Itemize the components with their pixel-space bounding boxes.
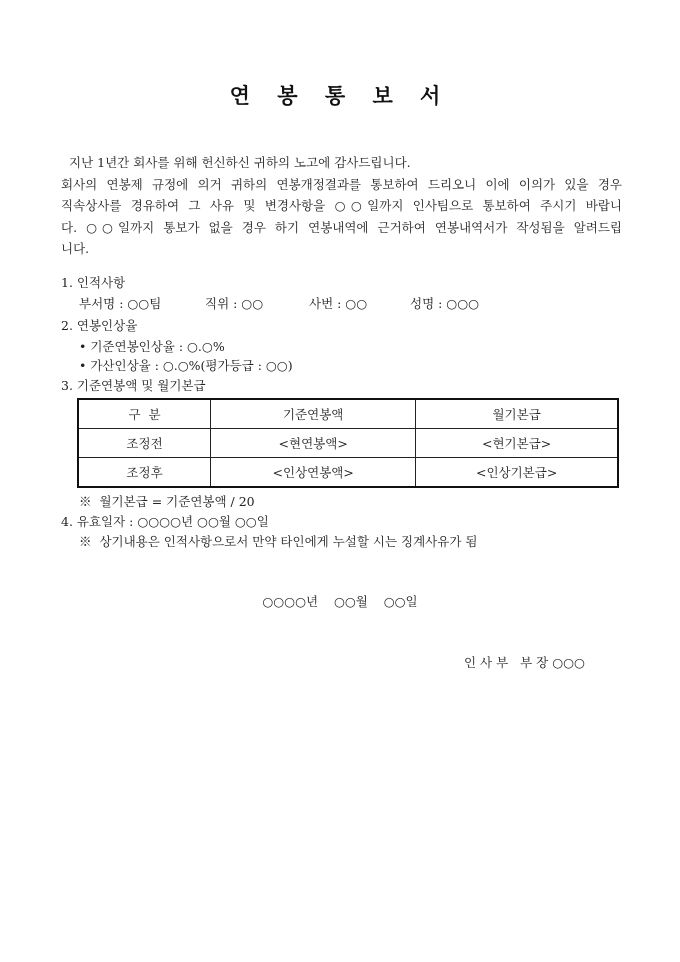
- intro-paragraph: [61, 152, 622, 260]
- table-row: [78, 429, 618, 458]
- header-cell: 구 분: [78, 399, 211, 429]
- document-title: 연 봉 통 보 서: [229, 83, 451, 108]
- intro-line: 지난 1년간 회사를 위해 헌신하신 귀하의 노고에 감사드립니다.: [69, 155, 411, 170]
- table-cell: 조정후: [78, 458, 211, 488]
- table-cell: <인상연봉액>: [211, 458, 416, 488]
- intro-line: 회사의 연봉제 규정에 의거 귀하의 연봉개정결과를 통보하여 드리오니 이에 이의가 있을 경우: [61, 176, 622, 192]
- table-cell: <현연봉액>: [211, 429, 416, 458]
- intro-line: 다. ○○일까지 통보가 없을 경우 하기 연봉내역에 근거하여 연봉내역서가 작성됨을 알려드립: [61, 219, 622, 235]
- intro-line: 직속상사를 경유하여 그 사유 및 변경사항을 ○○일까지 인사팀으로 통보하여 주시기 바랍니: [61, 198, 622, 213]
- table-header-row: [78, 399, 618, 429]
- employee-number-field: 사번 : ○○: [309, 296, 368, 311]
- signature-line: 인 사 부 부 장 ○○○: [464, 655, 585, 670]
- table-cell: <현기본급>: [416, 429, 618, 458]
- header-cell: 월기본급: [416, 399, 618, 429]
- confidentiality-note: ※ 상기내용은 인적사항으로서 만약 타인에게 누설할 시는 징계사유가 됨: [79, 534, 478, 549]
- name-field: 성명 : ○○○: [410, 296, 480, 311]
- section-3-heading: 3. 기준연봉액 및 월기본급: [61, 378, 206, 393]
- section-2-heading: 2. 연봉인상율: [61, 318, 138, 333]
- department-field: 부서명 : ○○팀: [79, 296, 162, 311]
- header-cell: 기준연봉액: [211, 399, 416, 429]
- document-date: ○○○○년 ○○월 ○○일: [262, 594, 418, 609]
- intro-line: 니다.: [61, 241, 90, 256]
- base-raise-rate: • 기준연봉인상율 : ○.○%: [79, 339, 225, 354]
- section-4-heading: 4. 유효일자 : ○○○○년 ○○월 ○○일: [61, 514, 269, 529]
- section-1-heading: 1. 인적사항: [61, 275, 126, 290]
- table-row: [78, 458, 618, 488]
- salary-table: [77, 398, 619, 488]
- position-field: 직위 : ○○: [205, 296, 264, 311]
- table-cell: <인상기본급>: [416, 458, 618, 488]
- table-cell: 조정전: [78, 429, 211, 458]
- extra-raise-rate: • 가산인상율 : ○.○%(평가등급 : ○○): [79, 358, 293, 373]
- monthly-pay-note: ※ 월기본급 = 기준연봉액 / 20: [79, 494, 255, 509]
